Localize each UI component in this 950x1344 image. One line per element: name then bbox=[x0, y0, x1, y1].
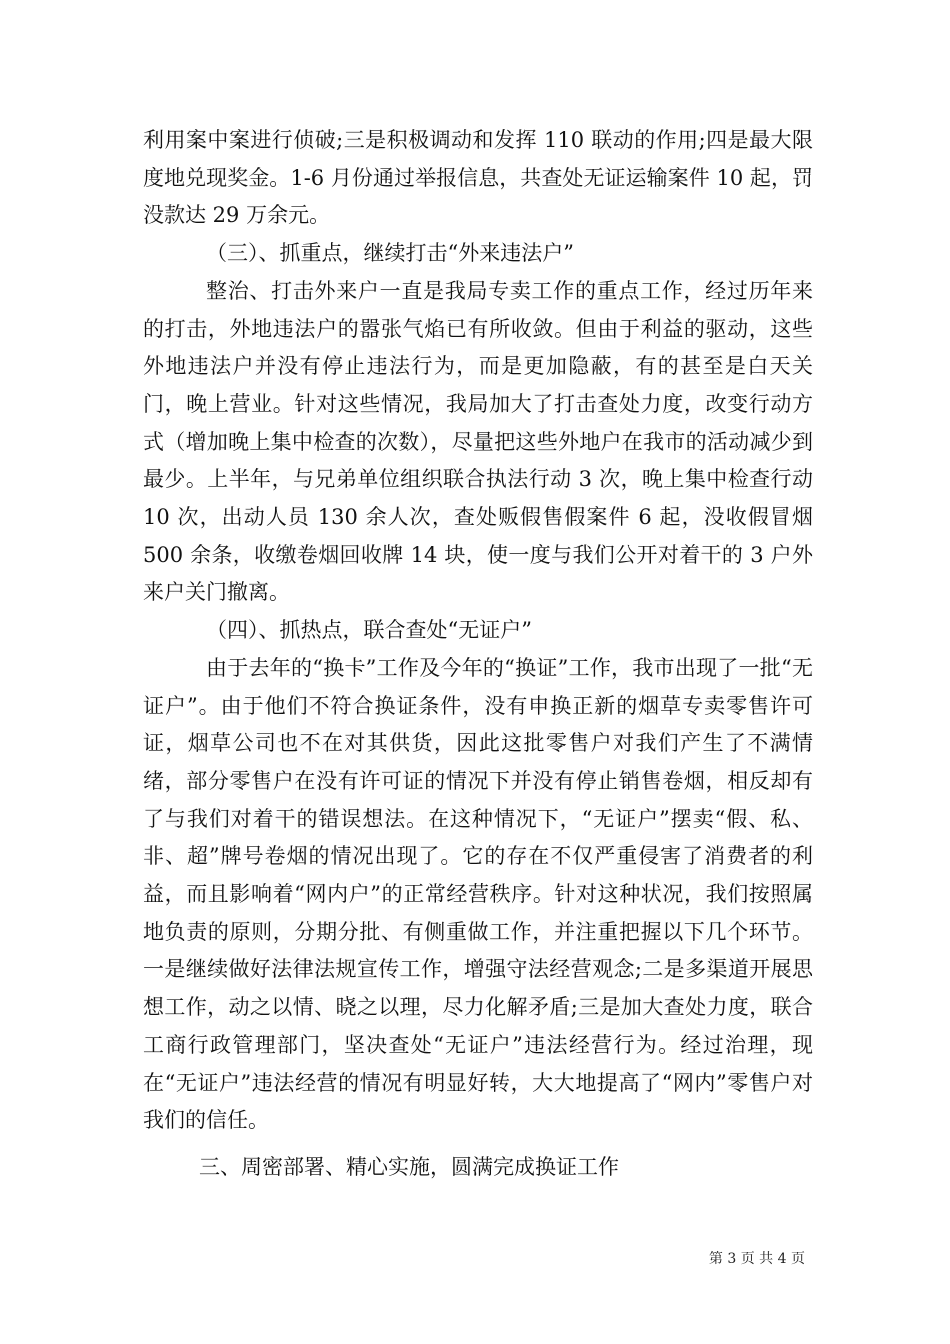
subheading-four: （四）、抓热点，联合查处“无证户” bbox=[206, 618, 532, 643]
subheading-three: （三）、抓重点，继续打击“外来违法户” bbox=[206, 241, 574, 266]
document-body bbox=[143, 122, 813, 1187]
paragraph-outside-violators: 整治、打击外来户一直是我局专卖工作的重点工作，经过历年来的打击，外地违法户的嚣张气焰已有所收敛。但由于利益的驱动，这些外地违法户并没有停止违法行为，而是更加隐蔽，有的甚至是白天关门，晚上营业。针对这些情况，我局加大了打击查处力度，改变行动方式（增加晚上集中检查的次数），尽量把这些外地户在我市的活动减少到最少。上半年，与兄弟单位组织联合执法行动 3 次，晚上集中检查行动 10 次，出动人员 130 余人次，查处贩假售假案件 6 起，没收假冒烟 500 余条，收缴卷烟回收牌 14 块，使一度与我们公开对着干的 3 户外来户关门撤离。 bbox=[143, 278, 813, 605]
paragraph-unlicensed-households: 由于去年的“换卡”工作及今年的“换证”工作，我市出现了一批“无证户”。由于他们不符合换证条件，没有申换正新的烟草专卖零售许可证，烟草公司也不在对其供货，因此这批零售户对我们产生了不满情绪，部分零售户在没有许可证的情况下并没有停止销售卷烟，相反却有了与我们对着干的错误想法。在这种情况下，“无证户”摆卖“假、私、非、超”牌号卷烟的情况出现了。它的存在不仅严重侵害了消费者的利益，而且影响着“网内户”的正常经营秩序。针对这种状况，我们按照属地负责的原则，分期分批、有侧重做工作，并注重把握以下几个环节。一是继续做好法律法规宣传工作，增强守法经营观念;二是多渠道开展思想工作，动之以情、晓之以理，尽力化解矛盾;三是加大查处力度，联合工商行政管理部门，坚决查处“无证户”违法经营行为。经过治理，现在“无证户”违法经营的情况有明显好转，大大地提高了“网内”零售户对我们的信任。 bbox=[143, 655, 813, 1133]
paragraph-continuation: 利用案中案进行侦破;三是积极调动和发挥 110 联动的作用;四是最大限度地兑现奖金。1-6 月份通过举报信息，共查处无证运输案件 10 起，罚没款达 29 万余元。 bbox=[143, 128, 813, 228]
page-number-footer: 第 3 页 共 4 页 bbox=[708, 1251, 805, 1267]
section-heading-three: 三、周密部署、精心实施，圆满完成换证工作 bbox=[199, 1154, 619, 1179]
